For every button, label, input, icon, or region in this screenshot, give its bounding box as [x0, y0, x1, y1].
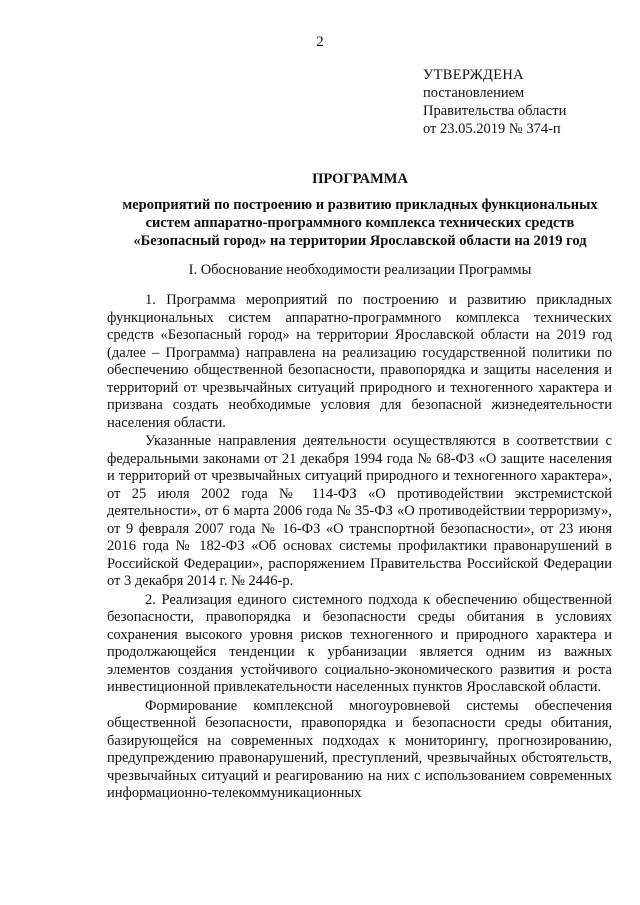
program-title-block: [100, 170, 620, 250]
program-subtitle-line: «Безопасный город» на территории Ярославской области на 2019 год: [133, 233, 587, 249]
paragraph: 1. Программа мероприятий по построению и развитию прикладных функциональных систем аппаратно-программного комплекса технических средств «Безопасный город» на территории Ярославской области на 2019 год (далее – Программа) направлена на реализацию государственной политики по обеспечению общественной безопасности, правопорядка и защиты населения и территорий от чрезвычайных ситуаций природного и техногенного характера и призвана создать необходимые условия для безопасной жизнедеятельности населения области.: [107, 292, 612, 431]
program-subtitle-line: мероприятий по построению и развитию прикладных функциональных: [122, 197, 598, 213]
paragraph: Указанные направления деятельности осуществляются в соответствии с федеральными законами от 21 декабря 1994 года № 68-ФЗ «О защите населения и территорий от чрезвычайных ситуаций природного и техногенного характера», от 25 июля 2002 года № 114-ФЗ «О противодействии экстремистской деятельности», от 6 марта 2006 года № 35-ФЗ «О противодействии терроризму», от 9 февраля 2007 года № 16-ФЗ «О транспортной безопасности», от 23 июня 2016 года № 182-ФЗ «Об основах системы профилактики правонарушений в Российской Федерации», распоряжением Правительства Российской Федерации от 3 декабря 2014 г. № 2446-р.: [107, 433, 612, 589]
approval-title: УТВЕРЖДЕНА: [423, 67, 524, 83]
page-number: 2: [316, 34, 324, 50]
document-body: [107, 292, 612, 804]
approval-stamp: [423, 66, 566, 138]
program-title: ПРОГРАММА: [312, 171, 408, 187]
approval-line: Правительства области: [423, 103, 567, 119]
section-heading: I. Обоснование необходимости реализации Программы: [188, 262, 532, 278]
program-subtitle-line: систем аппаратно-программного комплекса технических средств: [145, 215, 575, 231]
approval-date-number: от 23.05.2019 № 374-п: [423, 121, 561, 137]
approval-line: постановлением: [423, 85, 525, 101]
paragraph: Формирование комплексной многоуровневой системы обеспечения общественной безопасности, правопорядка и безопасности среды обитания, базирующейся на современных подходах к мониторингу, прогнозированию, предупреждению правонарушений, преступлений, чрезвычайных обстоятельств, чрезвычайных ситуаций и реагированию на них с использованием современных информационно-телекоммуникационных: [107, 697, 612, 801]
paragraph: 2. Реализация единого системного подхода к обеспечению общественной безопасности, правопорядка и безопасности среды обитания в условиях сохранения высокого уровня рисков техногенного и природного характера и продолжающейся тенденции к урбанизации является одним из важных элементов создания устойчивого социально-экономического развития и роста инвестиционной привлекательности населенных пунктов Ярославской области.: [107, 591, 612, 695]
